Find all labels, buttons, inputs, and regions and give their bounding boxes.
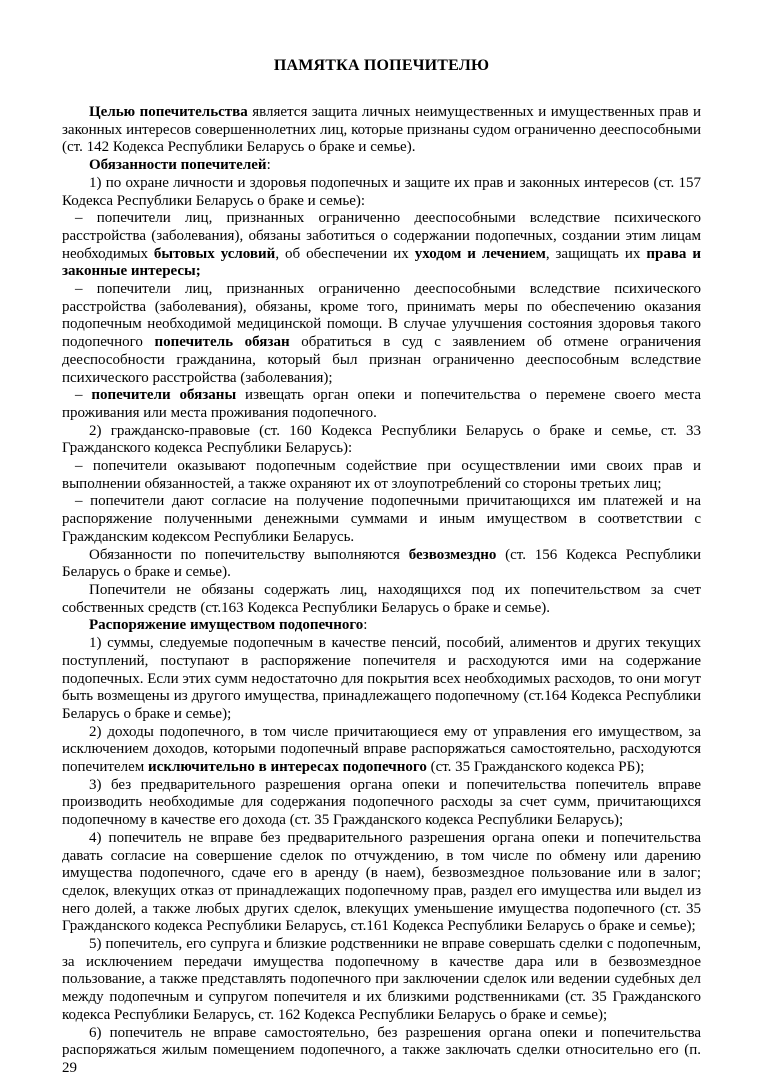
paragraph: 1) по охране личности и здоровья подопечных и защите их прав и законных интересов (ст. 157 Кодекса Республики Беларусь о браке и семье):: [62, 174, 701, 209]
paragraph: – попечители лиц, признанных ограниченно дееспособными вследствие психического расстройства (заболевания), обязаны, кроме того, принимать меры по обеспечению оказания подопечным необходимой медицинской помощи. В случае улучшения состояния здоровья такого подопечного попечитель обязан обратиться в суд с заявлением об отмене ограничения дееспособности гражданина, который был признан ограниченно дееспособным вследствие психического расстройства (заболевания);: [62, 281, 701, 386]
paragraph: Обязанности попечителей:: [89, 157, 271, 174]
paragraph: 5) попечитель, его супруга и близкие родственники не вправе совершать сделки с подопечным, за исключением передачи имущества подопечному в качестве дара или в безвозмездное пользование, а также представлять подопечного при заключении сделок или ведении судебных дел между подопечным и супругом попечителя и их близкими родственниками (ст. 35 Гражданского кодекса Республики Беларусь, ст. 162 Кодекса Республики Беларусь о браке и семье);: [62, 936, 701, 1023]
paragraph: – попечители обязаны извещать орган опеки и попечительства о перемене своего места проживания или места проживания подопечного.: [62, 387, 701, 421]
document-body: [62, 104, 701, 1078]
paragraph: 6) попечитель не вправе самостоятельно, без разрешения органа опеки и попечительства распоряжаться жилым помещением подопечного, а также заключать сделки относительно его (п. 29: [62, 1024, 701, 1076]
paragraph: 2) гражданско-правовые (ст. 160 Кодекса Республики Беларусь о браке и семье, ст. 33 Гражданского кодекса Республики Беларусь):: [62, 422, 701, 457]
document-title: ПАМЯТКА ПОПЕЧИТЕЛЮ: [273, 57, 490, 74]
paragraph: 3) без предварительного разрешения органа опеки и попечительства попечитель вправе производить необходимые для содержания подопечного расходы за счет сумм, причитающихся подопечному в качестве его дохода (ст. 35 Гражданского кодекса Республики Беларусь);: [62, 776, 701, 829]
paragraph: – попечители лиц, признанных ограниченно дееспособными вследствие психического расстройства (заболевания), обязаны заботиться о содержании подопечных, создании этим лицам необходимых бытовых условий, об обеспечении их уходом и лечением, защищать их права и законные интересы;: [62, 210, 702, 280]
paragraph: Целью попечительства является защита личных неимущественных и имущественных прав и законных интересов совершеннолетних лиц, которые признаны судом ограниченно дееспособными (ст. 142 Кодекса Республики Беларусь о браке и семье).: [62, 104, 702, 156]
paragraph: 2) доходы подопечного, в том числе причитающиеся ему от управления его имуществом, за исключением доходов, которыми подопечный вправе распоряжаться самостоятельно, расходуются попечителем исключительно в интересах подопечного (ст. 35 Гражданского кодекса РБ);: [62, 723, 701, 776]
paragraph: – попечители дают согласие на получение подопечными причитающихся им платежей и на распоряжение полученными денежными суммами и иным имуществом в соответствии с Гражданским кодексом Республики Беларусь.: [62, 493, 701, 545]
paragraph: Обязанности по попечительству выполняются безвозмездно (ст. 156 Кодекса Республики Беларусь о браке и семье).: [62, 546, 701, 581]
paragraph: 1) суммы, следуемые подопечным в качестве пенсий, пособий, алиментов и других текущих поступлений, поступают в распоряжение попечителя и расходуются ими на содержание подопечных. Если этих сумм недостаточно для покрытия всех необходимых расходов, то они могут быть возмещены из другого имущества, принадлежащего подопечному (ст.164 Кодекса Республики Беларусь о браке и семье);: [62, 635, 701, 722]
paragraph: – попечители оказывают подопечным содействие при осуществлении ими своих прав и выполнении обязанностей, а также охраняют их от злоупотреблений со стороны третьих лиц;: [62, 458, 701, 492]
paragraph: Попечители не обязаны содержать лиц, находящихся под их попечительством за счет собственных средств (ст.163 Кодекса Республики Беларусь о браке и семье).: [62, 581, 701, 616]
paragraph: 4) попечитель не вправе без предварительного разрешения органа опеки и попечительства давать согласие на совершение сделок по отчуждению, в том числе по обмену или дарению имущества подопечного, сдаче его в аренду (в наем), безвозмездное пользование или в залог; сделок, влекущих отказ от принадлежащих подопечному прав, раздел его имущества или выдел из него долей, а также любых других сделок, влекущих уменьшение имущества подопечного (ст. 35 Гражданского кодекса Республики Беларусь, ст.161 Кодекса Республики Беларусь о браке и семье);: [62, 829, 701, 935]
paragraph: Распоряжение имуществом подопечного:: [89, 617, 368, 634]
